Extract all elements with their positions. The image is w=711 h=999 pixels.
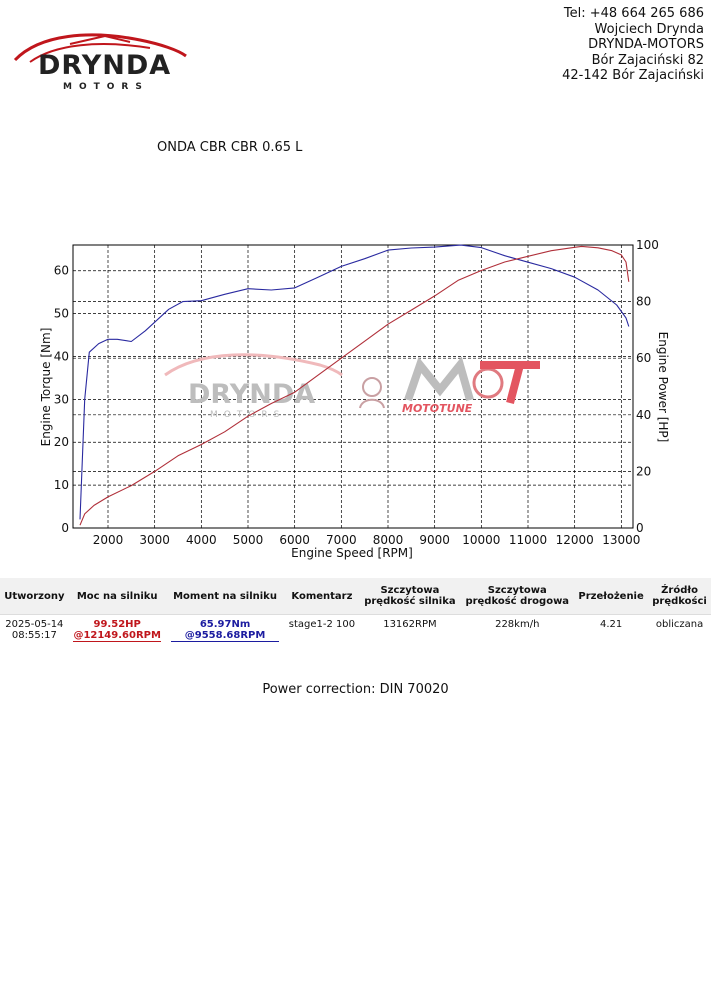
y-tick-label-right: 80 — [636, 294, 652, 309]
x-tick-label: 11000 — [508, 533, 548, 547]
x-tick-label: 10000 — [462, 533, 501, 547]
contact-company: DRYNDA-MOTORS — [588, 37, 704, 52]
drynda-watermark-sub: MOTORS — [210, 410, 286, 420]
cell-created — [0, 615, 69, 647]
x-tick-label: 2000 — [92, 533, 124, 547]
y-tick-label-left: 50 — [53, 306, 69, 321]
cell-speed-source: obliczana — [655, 619, 704, 630]
col-peak-rpm: Szczytowa prędkość silnika — [359, 578, 460, 615]
plot-area — [73, 245, 633, 528]
x-tick-label: 4000 — [186, 533, 217, 547]
y-tick-label-right: 60 — [636, 351, 652, 366]
logo-sub: MOTORS — [63, 82, 149, 92]
y-axis-label-right: Engine Power [HP] — [656, 331, 670, 443]
contact-person: Wojciech Drynda — [594, 21, 704, 37]
results-table — [0, 578, 711, 646]
cell-comment: stage1-2 100 — [288, 619, 356, 630]
contact-phone: Tel: +48 664 265 686 — [563, 6, 704, 21]
x-tick-label: 9000 — [419, 533, 450, 547]
x-tick-label: 7000 — [326, 533, 357, 547]
x-tick-label: 12000 — [555, 533, 594, 547]
y-tick-label-left: 60 — [53, 263, 69, 278]
y-axis-label-left: Engine Torque [Nm] — [39, 327, 53, 447]
col-comment: Komentarz — [284, 578, 359, 615]
y-tick-label-left: 30 — [53, 392, 69, 407]
cell-time: 08:55:17 — [11, 630, 57, 641]
x-tick-label: 8000 — [372, 533, 404, 547]
y-tick-label-left: 10 — [53, 478, 69, 493]
drynda-watermark: DRYNDA — [188, 379, 316, 410]
cell-power — [69, 615, 166, 647]
drynda-motors-logo — [10, 32, 190, 94]
y-tick-label-right: 20 — [636, 464, 652, 479]
y-tick-label-right: 0 — [636, 521, 644, 535]
logo-name: DRYNDA — [38, 50, 172, 81]
cell-ratio: 4.21 — [599, 619, 623, 630]
col-power: Moc na silniku — [69, 578, 166, 615]
cell-peak-speed: 228km/h — [495, 619, 540, 630]
x-axis-label: Engine Speed [RPM] — [291, 546, 413, 560]
contact-city: 42-142 Bór Zajaciński — [562, 68, 704, 83]
contact-street: Bór Zajaciński 82 — [591, 52, 704, 68]
x-tick-label: 6000 — [279, 533, 310, 547]
y-tick-label-left: 20 — [53, 435, 69, 450]
cell-torque — [166, 615, 285, 647]
col-ratio: Przełożenie — [574, 578, 648, 615]
x-tick-label: 5000 — [232, 533, 264, 547]
torque-value: 65.97Nm @9558.68RPM — [171, 619, 280, 642]
cell-peak-rpm: 13162RPM — [383, 619, 437, 630]
results-header-row — [0, 578, 711, 615]
mototune-watermark: MOTOTUNE — [402, 402, 473, 415]
y-tick-label-right: 100 — [636, 238, 659, 252]
x-tick-label: 13000 — [602, 533, 641, 547]
col-torque: Moment na silniku — [166, 578, 285, 615]
col-speed-source: Źródło prędkości — [648, 578, 711, 615]
y-tick-label-right: 40 — [636, 407, 652, 422]
y-tick-label-left: 40 — [53, 349, 69, 364]
vehicle-model: ONDA CBR CBR 0.65 L — [157, 140, 303, 155]
dyno-chart — [0, 225, 711, 565]
y-tick-label-left: 0 — [61, 521, 69, 535]
power-correction: Power correction: DIN 70020 — [262, 682, 449, 697]
power-value: 99.52HP @12149.60RPM — [73, 619, 161, 641]
table-row — [0, 615, 711, 647]
col-peak-speed: Szczytowa prędkość drogowa — [460, 578, 574, 615]
x-tick-label: 3000 — [139, 533, 170, 547]
col-created: Utworzony — [0, 578, 69, 615]
contact-block — [562, 6, 704, 84]
cell-date: 2025-05-14 — [5, 619, 64, 630]
